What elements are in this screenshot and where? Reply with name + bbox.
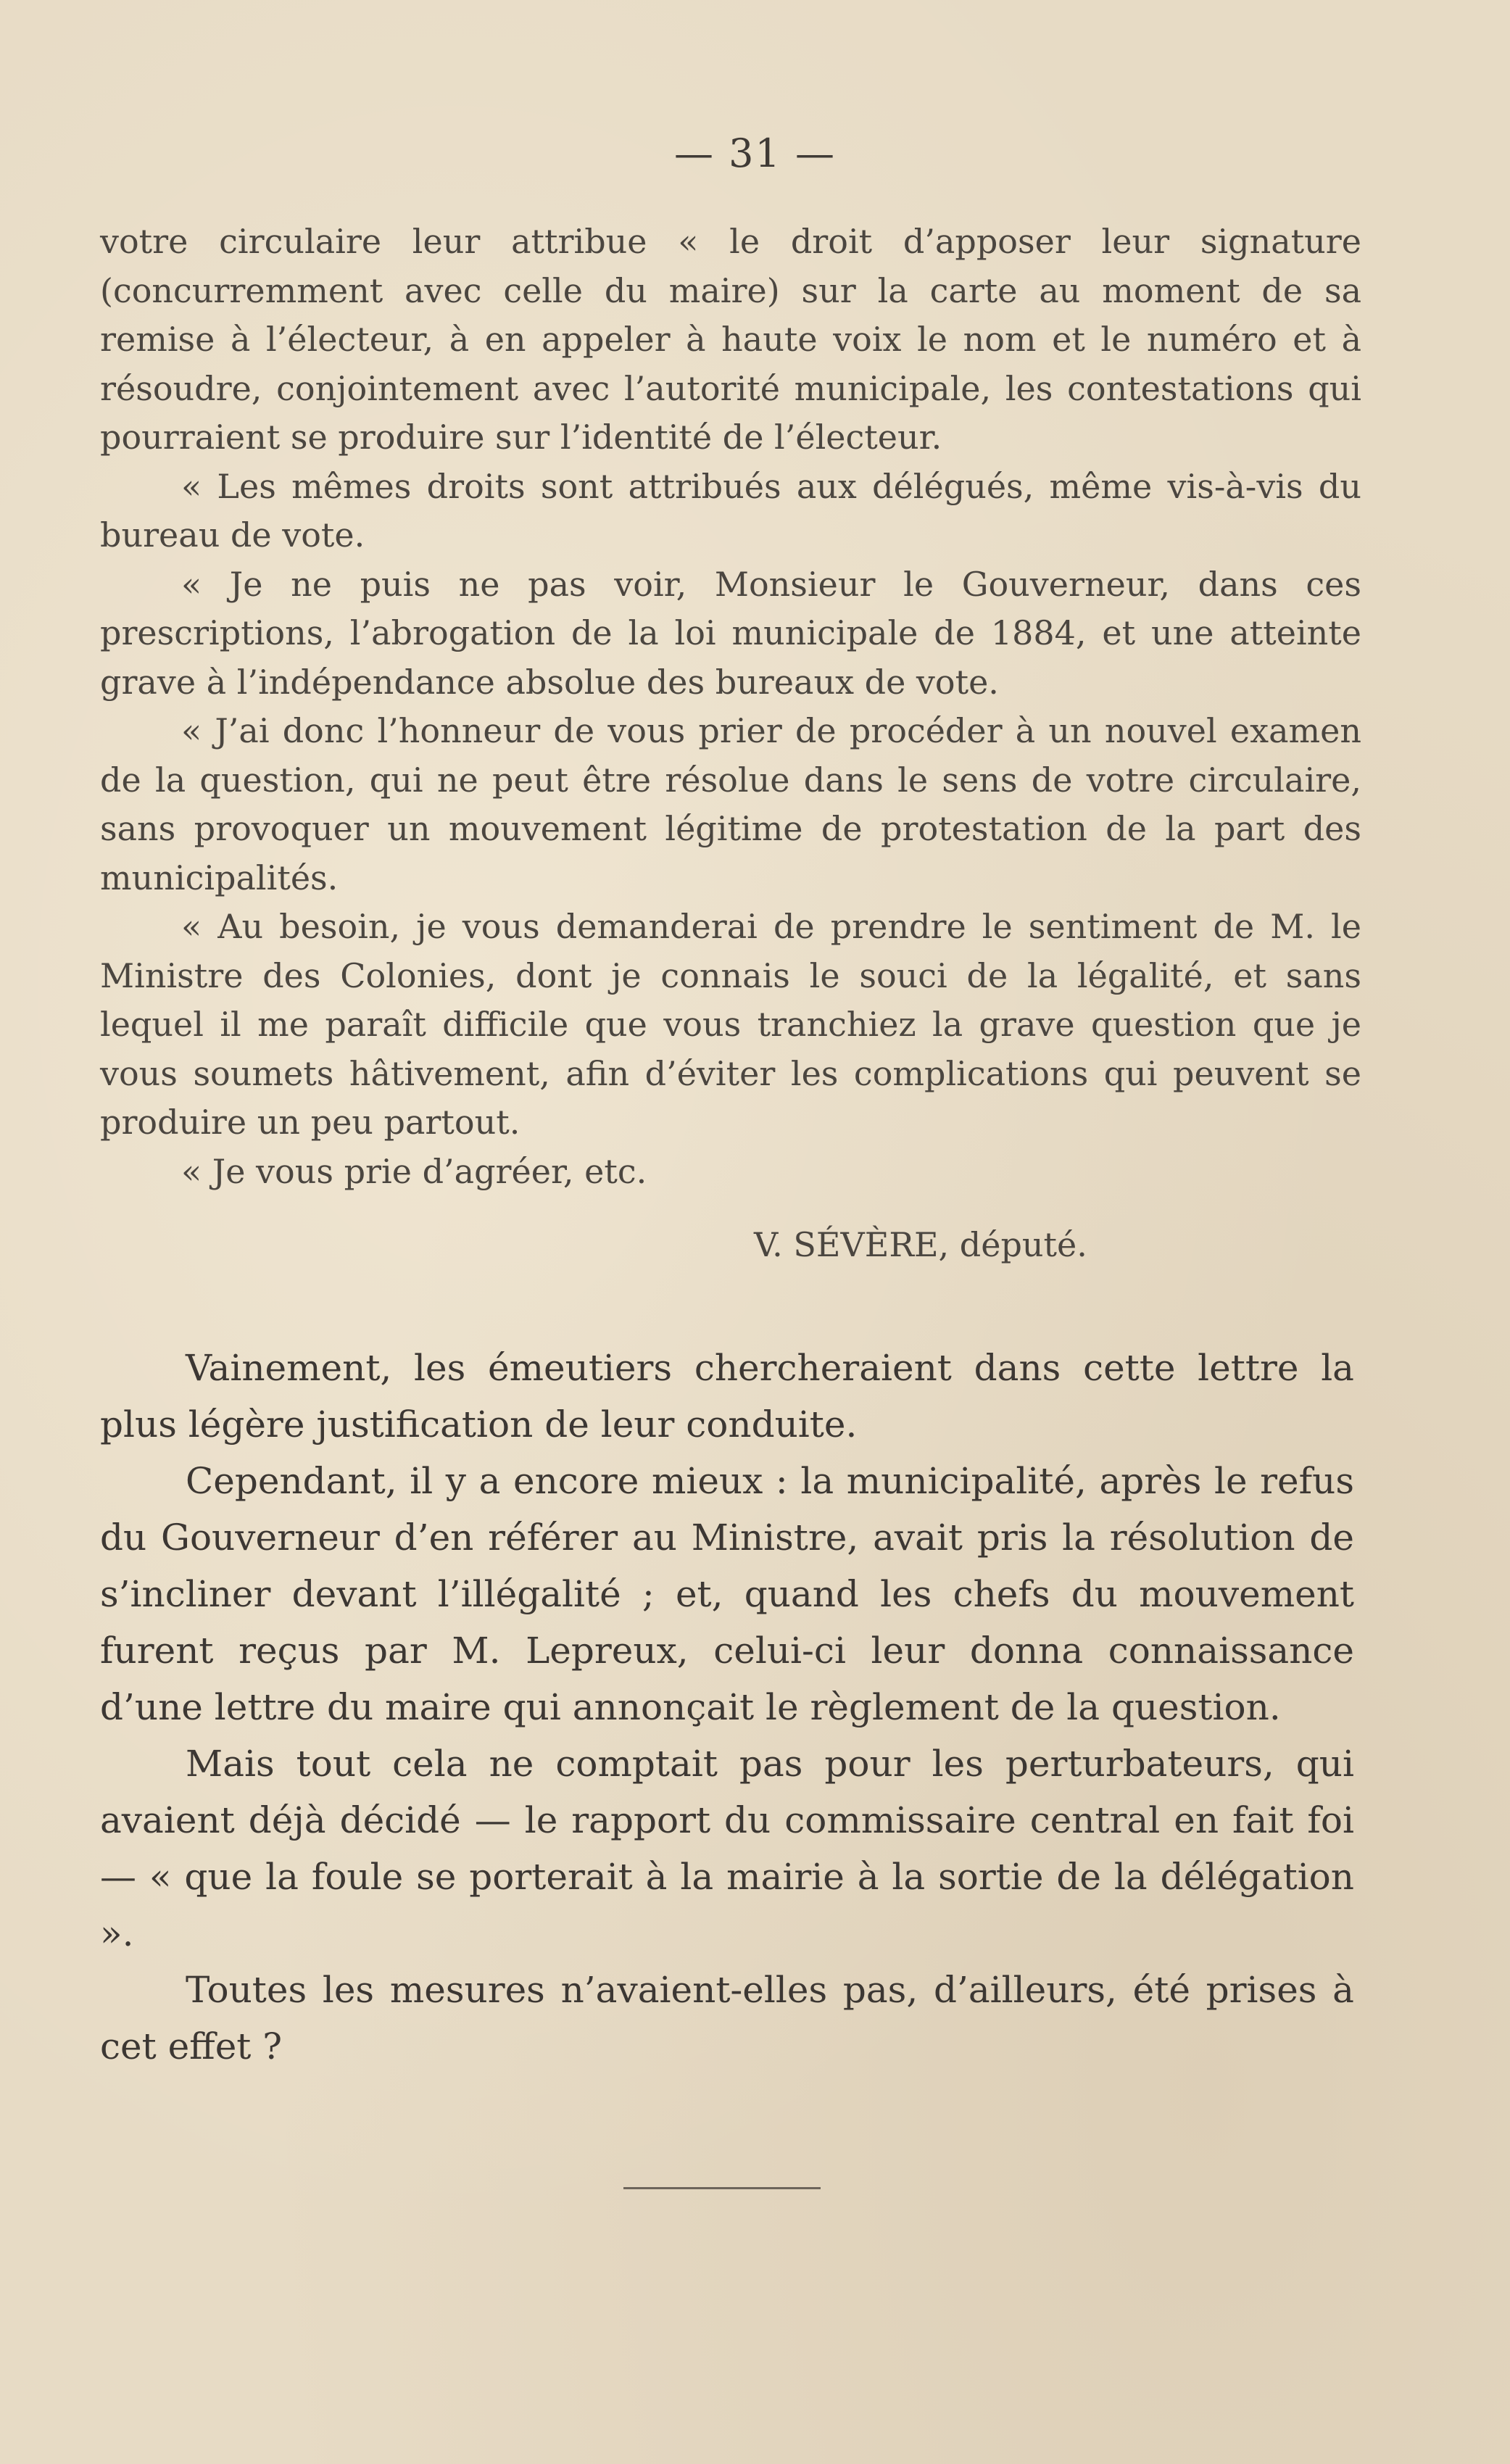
narrative-text: [100, 1340, 1354, 2075]
section-end-rule: [623, 2187, 821, 2189]
narrative-paragraph: Cependant, il y a encore mieux : la municipalité, après le refus du Gouverneur d’en référer au Ministre, avait pris la résolution de s’incliner devant l’illégalité ; et, quand les chefs du mouvement furent reçus par M. Lepreux, celui-ci leur donna connaissance d’une lettre du maire qui annonçait le règlement de la question.: [100, 1460, 1354, 1728]
letter-signature: V. SÉVÈRE, député.: [754, 1225, 1087, 1264]
letter-paragraph: « Je vous prie d’agréer, etc.: [181, 1151, 647, 1191]
narrative-paragraph: Vainement, les émeutiers chercheraient dans cette lettre la plus légère justification de leur conduite.: [100, 1347, 1354, 1445]
letter-paragraph: « Je ne puis ne pas voir, Monsieur le Gouverneur, dans ces prescriptions, l’abrogation de la loi municipale de 1884, et une atteinte grave à l’indépendance absolue des bureaux de vote.: [100, 564, 1361, 702]
letter-paragraph: « J’ai donc l’honneur de vous prier de procéder à un nouvel examen de la question, qui ne peut être résolue dans le sens de votre circulaire, sans provoquer un mouvement légitime de protestation de la part des municipalités.: [100, 711, 1361, 897]
letter-paragraph: votre circulaire leur attribue « le droit d’apposer leur signature (concurremment avec celle du maire) sur la carte au moment de sa remise à l’électeur, à en appeler à haute voix le nom et le numéro et à résoudre, conjointement avec l’autorité municipale, les contestations qui pourraient se produire sur l’identité de l’électeur.: [100, 222, 1361, 457]
quoted-letter: [100, 217, 1361, 1196]
narrative-paragraph: Toutes les mesures n’avaient-elles pas, d’ailleurs, été prises à cet effet ?: [100, 1969, 1354, 2067]
letter-paragraph: « Les mêmes droits sont attribués aux délégués, même vis-à-vis du bureau de vote.: [100, 466, 1361, 555]
letter-paragraph: « Au besoin, je vous demanderai de prendre le sentiment de M. le Ministre des Colonies, dont je connais le souci de la légalité, et sans lequel il me paraît difficile que vous tranchiez la grave question que je vous soumets hâtivement, afin d’éviter les complications qui peuvent se produire un peu partout.: [100, 907, 1361, 1142]
narrative-paragraph: Mais tout cela ne comptait pas pour les perturbateurs, qui avaient déjà décidé — le rapport du commissaire central en fait foi — « que la foule se porterait à la mairie à la sortie de la délégation ».: [100, 1743, 1354, 1954]
page-number: — 31 —: [673, 130, 837, 176]
